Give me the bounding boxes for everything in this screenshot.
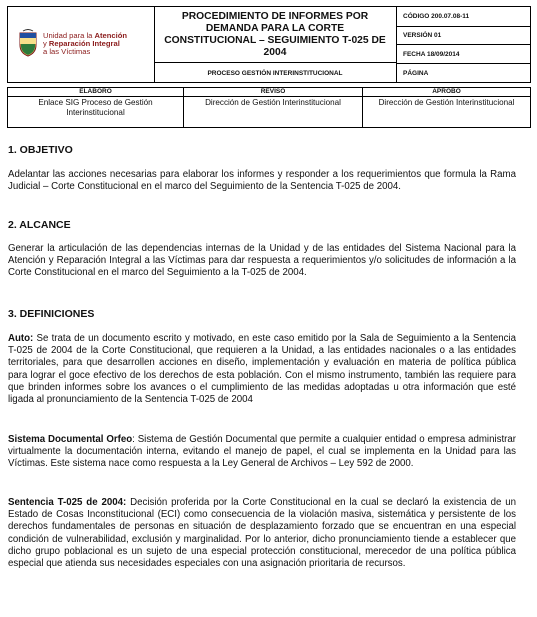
definition-auto-term: Auto: xyxy=(8,333,34,344)
definition-sentencia xyxy=(8,497,516,570)
definition-sentencia-text: Decisión proferida por la Corte Constitucional en la cual se declaró la existencia de un Estado de Cosas Inconstitucional (ECI) como consecuencia de la violación masiva, sistemática y persistente de los derechos fundamentales de personas en situación de desplazamiento forzado que se encuentran en una especial condición de vulnerabilidad, exclusión y marginalidad. Por lo anterior, dicho pronunciamiento tiende a establecer que dicho grupo poblacional es un sujeto de una especial protección constitucional, merecedor de una política pública especial que atienda sus necesidades especiales con una asignación prioritaria de recursos. xyxy=(8,497,516,570)
definition-orfeo-term: Sistema Documental Orfeo xyxy=(8,434,133,445)
definition-orfeo xyxy=(8,434,516,471)
document-date: FECHA 18/09/2014 xyxy=(397,45,530,64)
document-code: CÓDIGO 200.07.08-11 xyxy=(397,7,530,27)
meta-cell xyxy=(397,7,530,82)
logo-line-3: a las Víctimas xyxy=(43,47,91,57)
elaboro-label: ELABORÓ xyxy=(8,88,183,97)
section-objetivo-text: Adelantar las acciones necesarias para elaborar los informes y responder a los requerimientos que formula la Rama Judicial – Corte Constitucional en el marco del Seguimiento de la Sentencia T-025 de 2004. xyxy=(8,169,516,193)
coat-of-arms-icon xyxy=(17,29,39,57)
section-alcance-title: 2. ALCANCE xyxy=(8,219,71,231)
logo-text xyxy=(43,32,127,57)
reviso-value: Dirección de Gestión Interinstitucional xyxy=(205,98,341,107)
definition-auto xyxy=(8,333,516,406)
section-objetivo-title: 1. OBJETIVO xyxy=(8,144,73,156)
elaboro-value: Enlace SIG Proceso de Gestión Interinstitucional xyxy=(38,98,153,117)
process-name: PROCESO GESTIÓN INTERINSTITUCIONAL xyxy=(207,69,343,77)
logo-line-1b: Atención xyxy=(94,31,128,40)
logo-line-1a: Unidad para la xyxy=(43,31,95,40)
aprobo-column xyxy=(363,88,530,127)
logo-line-2b: Reparación Integral xyxy=(48,39,120,49)
logo-cell xyxy=(8,7,155,82)
reviso-column xyxy=(184,88,363,127)
section-alcance-text: Generar la articulación de las dependencias internas de la Unidad y de las entidades del Sistema Nacional para la Atención y Reparación Integral a las Víctimas para dar respuesta a requerimientos y/o solicitudes de información a la Corte Constitucional en el marco del Seguimiento a la T-025 de 2004. xyxy=(8,243,516,279)
elaboro-column xyxy=(8,88,184,127)
reviso-label: REVISÓ xyxy=(184,88,362,97)
aprobo-label: APROBÓ xyxy=(363,88,530,97)
document-version: VERSIÓN 01 xyxy=(397,27,530,45)
definition-auto-text: Se trata de un documento escrito y motivado, en este caso emitido por la Sala de Seguimiento a la Sentencia T-025 de 2004 de la Corte Constitucional, que requieren a la Unidad, a las entidades nacionales o a las entidades territoriales, para que desarrollen acciones en diseño, implementación y evaluación en materia de política pública para lograr el goce efectivo de los derechos de esta población. Con el mismo instrumento, también las requiere para que brinden informes sobre los avances o el cumplimiento de las medidas adoptadas u otra información que esté ligada al pronunciamiento de la Sentencia T-025 de 2004 xyxy=(8,333,516,406)
document-header xyxy=(7,6,531,83)
section-definiciones-title: 3. DEFINICIONES xyxy=(8,308,95,320)
logo-line-2a: y xyxy=(43,39,49,49)
approval-table xyxy=(7,87,531,128)
document-title: PROCEDIMIENTO DE INFORMES POR DEMANDA PARA LA CORTE CONSTITUCIONAL – SEGUIMIENTO T-025 DE 2004 xyxy=(154,7,396,63)
title-cell xyxy=(154,7,397,82)
definition-orfeo-text: : Sistema de Gestión Documental que permite a cualquier entidad o empresa administrar virtualmente la documentación interna, evitando el manejo de papel, el cual se implementa en la Unidad para las Víctimas. Este sistema nace como respuesta a la Ley General de Archivos – Ley 592 de 2000. xyxy=(8,434,516,470)
definition-sentencia-term: Sentencia T-025 de 2004: xyxy=(8,497,127,508)
aprobo-value: Dirección de Gestión Interinstitucional xyxy=(378,98,515,107)
document-page: PÁGINA xyxy=(403,69,429,77)
